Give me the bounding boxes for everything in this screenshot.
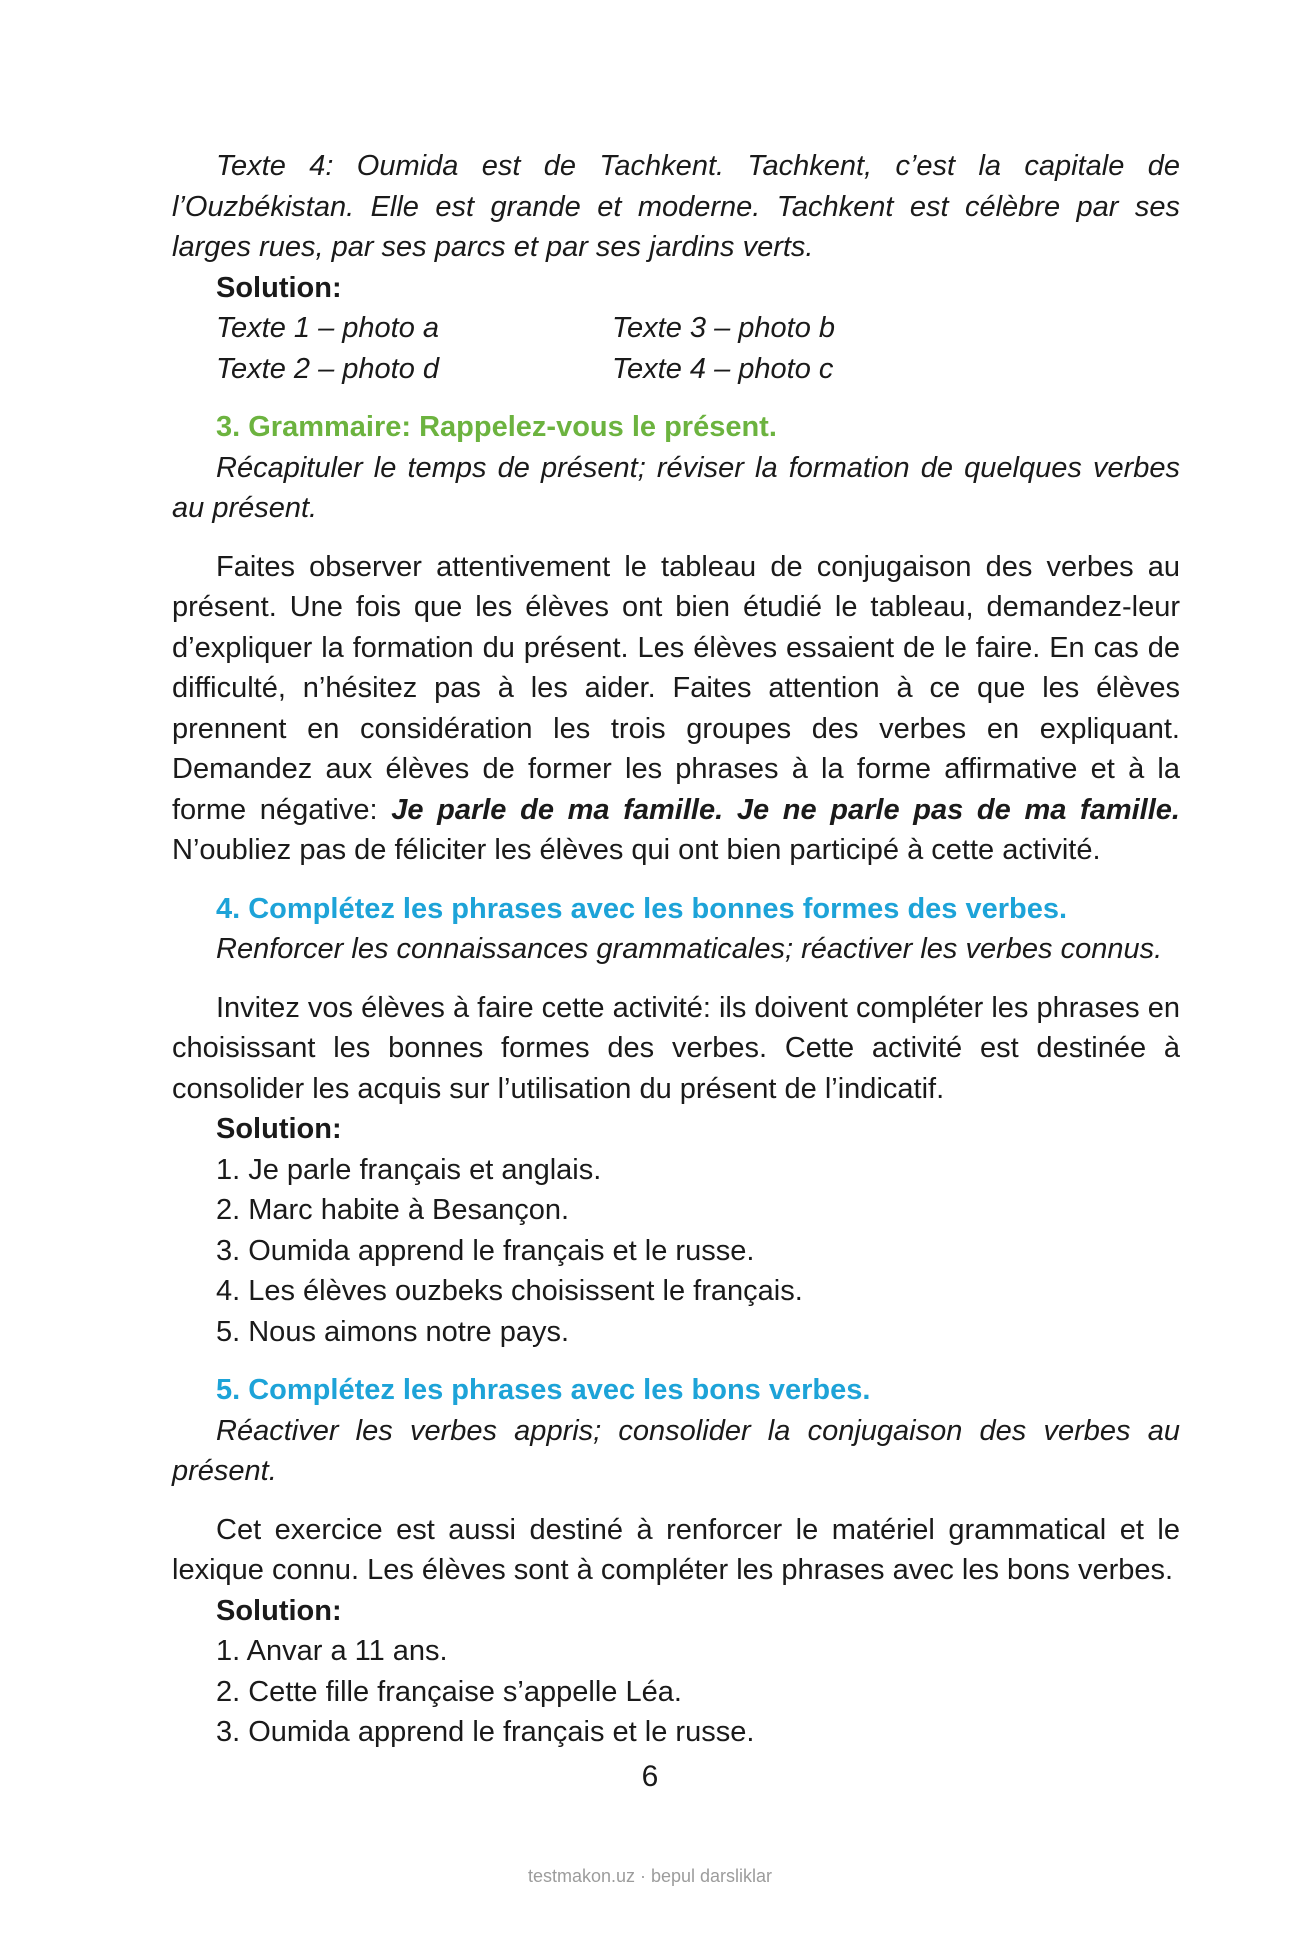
section-5-heading: 5. Complétez les phrases avec les bons verbes. bbox=[216, 1374, 871, 1406]
footer-watermark: testmakon.uz · bepul darsliklar bbox=[527, 1866, 773, 1886]
solution-item: Texte 1 – photo a bbox=[216, 312, 440, 344]
page-content bbox=[172, 146, 1180, 1753]
section-3-heading bbox=[172, 407, 1180, 448]
list-item: 3. Oumida apprend le français et le russe. bbox=[216, 1716, 755, 1748]
texte-4-paragraph: Texte 4: Oumida est de Tachkent. Tachkent, c’est la capitale de l’Ouzbékistan. Elle est grande et moderne. Tachkent est célèbre par ses larges rues, par ses parcs et par ses jardins verts. bbox=[172, 150, 1180, 263]
section-3-example: Je parle de ma famille. Je ne parle pas de ma famille. bbox=[391, 793, 1180, 826]
section-4-heading: 4. Complétez les phrases avec les bonnes formes des verbes. bbox=[216, 892, 1068, 925]
solution-label: Solution: bbox=[216, 1594, 342, 1627]
section-3-body-start: Faites observer attentivement le tableau de conjugaison des verbes au présent. Une fois que les élèves ont bien étudié le tableau, demandez-leur d’expliquer la formation du présent. Les élèves essaient de le faire. En cas de difficulté, n’hésitez pas à les aider. Faites attention à ce que les élèves prennent en considération les trois groupes des verbes en expliquant. Demandez aux élèves de former les phrases à la forme affirmative et à la forme négative: bbox=[172, 550, 1180, 826]
solution-label: Solution: bbox=[216, 271, 342, 304]
solution-item: Texte 4 – photo c bbox=[612, 352, 834, 385]
list-item: 1. Anvar a 11 ans. bbox=[216, 1635, 448, 1667]
list-item: 2. Marc habite à Besançon. bbox=[216, 1194, 570, 1226]
section-3-heading-prefix: 3. Grammaire: Rappelez-vous le bbox=[216, 411, 665, 443]
section-5-objective: Réactiver les verbes appris; consolider la conjugaison des verbes au présent. bbox=[172, 1414, 1180, 1487]
section-3-heading-emph: présent. bbox=[664, 411, 777, 443]
page-number: 6 bbox=[641, 1760, 659, 1793]
list-item: 1. Je parle français et anglais. bbox=[216, 1153, 602, 1186]
solution-label: Solution: bbox=[216, 1113, 342, 1145]
solution-grid bbox=[172, 308, 1180, 389]
section-3-body bbox=[172, 547, 1180, 871]
list-item: 3. Oumida apprend le français et le russe. bbox=[216, 1234, 755, 1267]
section-3-body-end: N’oubliez pas de féliciter les élèves qui ont bien participé à cette activité. bbox=[172, 834, 1101, 866]
section-4-objective: Renforcer les connaissances grammaticales; réactiver les verbes connus. bbox=[216, 933, 1163, 965]
section-5-body: Cet exercice est aussi destiné à renforcer le matériel grammatical et le lexique connu. Les élèves sont à compléter les phrases avec les bons verbes. bbox=[172, 1513, 1180, 1586]
list-item: 4. Les élèves ouzbeks choisissent le français. bbox=[216, 1275, 803, 1307]
list-item: 2. Cette fille française s’appelle Léa. bbox=[216, 1675, 682, 1708]
list-item: 5. Nous aimons notre pays. bbox=[216, 1315, 570, 1348]
solution-item: Texte 2 – photo d bbox=[216, 352, 440, 385]
solution-item: Texte 3 – photo b bbox=[612, 312, 836, 344]
section-4-body: Invitez vos élèves à faire cette activité: ils doivent compléter les phrases en choisissant les bonnes formes des verbes. Cette activité est destinée à consolider les acquis sur l’utilisation du présent de l’indicatif. bbox=[172, 991, 1180, 1105]
section-3-objective: Récapituler le temps de présent; réviser la formation de quelques verbes au présent. bbox=[172, 451, 1180, 524]
